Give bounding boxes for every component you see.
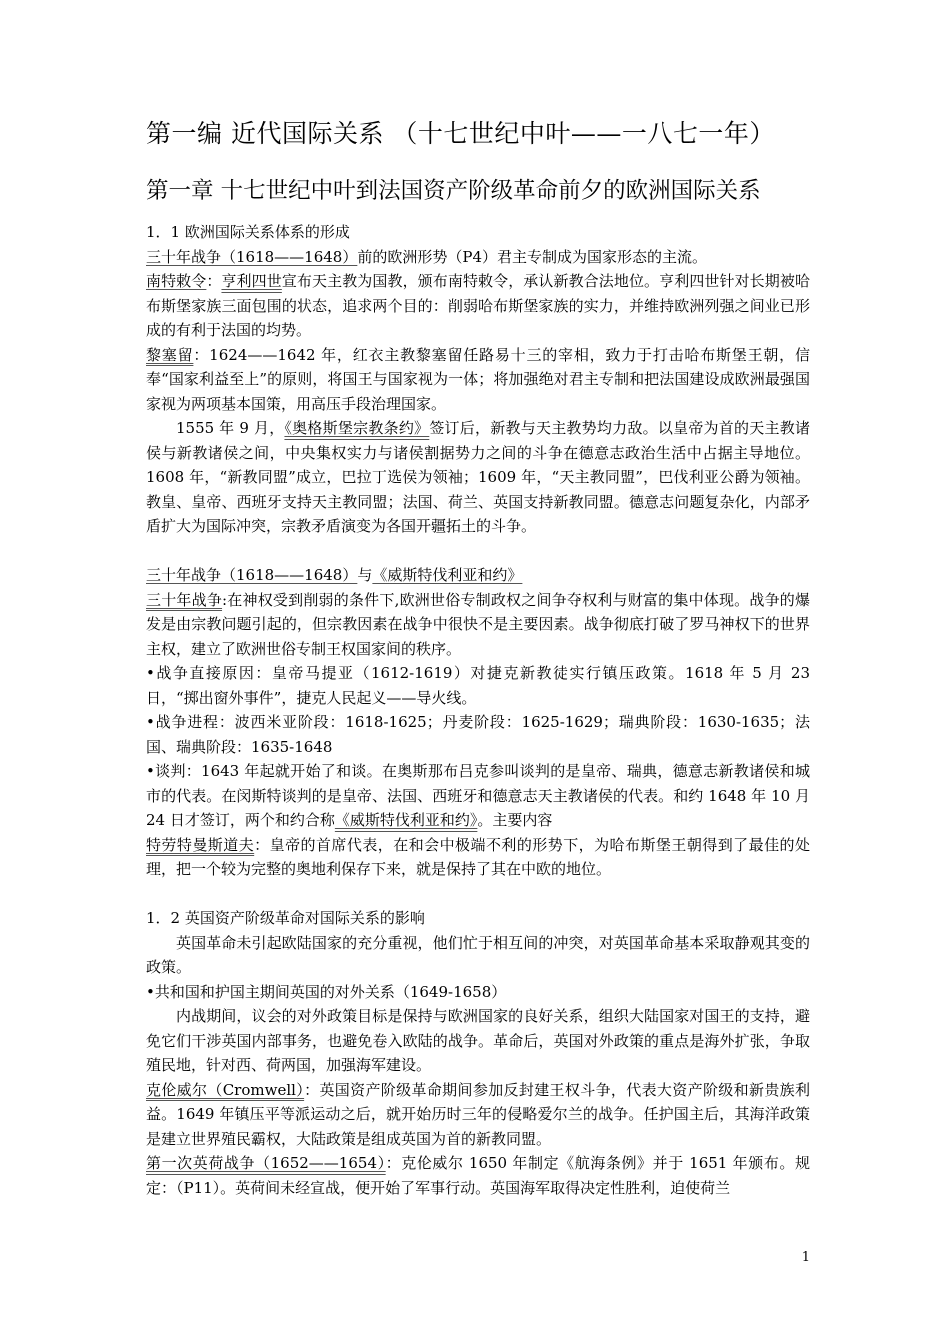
heading-thirty-years-war: 三十年战争（1618——1648）与《威斯特伐利亚和约》 [146, 566, 523, 584]
page-content [146, 114, 810, 1200]
paragraph-thirty-years-war-intro: 三十年战争（1618——1648）前的欧洲形势（P4）君主专制成为国家形态的主流。 [146, 247, 707, 266]
paragraph-richelieu: 黎塞留：1624——1642 年，红衣主教黎塞留任路易十三的宰相，致力于打击哈布斯堡王朝，信奉“国家利益至上”的原则，将国王与国家视为一体；将加强绝对君主专制和把法国建设成欧洲最强国家视为两项基本国策，用高压手段治理国家。 [146, 345, 810, 413]
paragraph-english-revolution: 英国革命未引起欧陆国家的充分重视，他们忙于相互间的冲突，对英国革命基本采取静观其变的政策。 [146, 933, 810, 976]
paragraph-cromwell: 克伦威尔（Cromwell）：英国资产阶级革命期间参加反封建王权斗争，代表大资产阶级和新贵族利益。1649 年镇压平等派运动之后，就开始历时三年的侵略爱尔兰的战争。任护国主后，其海洋政策是建立世界殖民霸权，大陆政策是组成英国为首的新教同盟。 [146, 1080, 810, 1148]
bullet-commonwealth: •共和国和护国主期间英国的对外关系（1649-1658） [146, 982, 507, 1001]
paragraph-trauttmansdorff: 特劳特曼斯道夫：皇帝的首席代表，在和会中极端不利的形势下，为哈布斯堡王朝得到了最佳的处理，把一个较为完整的奥地利保存下来，就是保持了其在中欧的地位。 [146, 835, 810, 878]
blank-line [146, 539, 810, 564]
paragraph-thirty-years-war: 三十年战争:在神权受到削弱的条件下,欧洲世俗专制政权之间争夺权利与财富的集中体现。战争的爆发是由宗教问题引起的，但宗教因素在战争中很快不是主要因素。战争彻底打破了罗马神权下的世界主权，建立了欧洲世俗专制王权国家间的秩序。 [146, 590, 810, 658]
term-richelieu: 黎塞留 [146, 345, 194, 364]
paragraph-civil-war-policy: 内战期间，议会的对外政策目标是保持与欧洲国家的良好关系，组织大陆国家对国王的支持，避免它们干涉英国内部事务，也避免卷入欧陆的战争。革命后，英国对外政策的重点是海外扩张，争取殖民地，针对西、荷两国，加强海军建设。 [146, 1007, 810, 1074]
term-henry-iv: 亨利四世 [221, 272, 282, 290]
term-thirty-years-war: 三十年战争（1618——1648） [146, 247, 358, 266]
term-cromwell: 克伦威尔（Cromwell） [146, 1080, 305, 1099]
section-heading-1-1: 1．1 欧洲国际关系体系的形成 [146, 223, 350, 241]
paragraph-first-anglo-dutch-war: 第一次英荷战争（1652——1654）：克伦威尔 1650 年制定《航海条例》并于 1651 年颁布。规定：（P11）。英荷间未经宣战，便开始了军事行动。英国海军取得决定性胜利，迫使荷兰 [146, 1154, 810, 1197]
term-edict-of-nantes: 南特敕令 [146, 272, 207, 290]
section-heading-1-2: 1．2 英国资产阶级革命对国际关系的影响 [146, 909, 425, 927]
term-trauttmansdorff: 特劳特曼斯道夫 [146, 835, 255, 854]
bullet-negotiation: •谈判：1643 年起就开始了和谈。在奥斯那布吕克参叫谈判的是皇帝、瑞典，德意志新教诸侯和城市的代表。在闵斯特谈判的是皇帝、法国、西班牙和德意志天主教诸侯的代表。和约 1648 年 10 月 24 日才签订，两个和约合称《威斯特伐利亚和约》。主要内容 [146, 762, 810, 829]
blank-line [146, 882, 810, 907]
part-title: 第一编 近代国际关系 （十七世纪中叶——一八七一年） [146, 119, 775, 148]
bullet-war-process: •战争进程：波西米亚阶段：1618-1625；丹麦阶段：1625-1629；瑞典阶段：1630-1635；法国、瑞典阶段：1635-1648 [146, 713, 810, 756]
paragraph-augsburg: 1555 年 9 月，《奥格斯堡宗教条约》签订后，新教与天主教势均力敌。以皇帝为首的天主教诸侯与新教诸侯之间，中央集权实力与诸侯割据势力之间的斗争在德意志政治生活中占据主导地位。1608 年，“新教同盟”成立，巴拉丁选侯为领袖；1609 年，“天主教同盟”，巴伐利亚公爵为领袖。教皇、皇帝、西班牙支持天主教同盟；法国、荷兰、英国支持新教同盟。德意志问题复杂化，内部矛盾扩大为国际冲突，宗教矛盾演变为各国开疆拓土的斗争。 [146, 419, 810, 535]
page-number: 1 [801, 1250, 810, 1265]
paragraph-edict-of-nantes: 南特敕令：亨利四世宣布天主教为国教，颁布南特敕令，承认新教合法地位。亨利四世针对长期被哈布斯堡家族三面包围的状态，追求两个目的：削弱哈布斯堡家族的实力，并维持欧洲列强之间业已形成的有利于法国的均势。 [146, 272, 810, 339]
term-peace-of-augsburg: 《奥格斯堡宗教条约》 [284, 419, 430, 437]
term-peace-of-westphalia: 《威斯特伐利亚和约》 [334, 811, 478, 829]
bullet-direct-cause: •战争直接原因：皇帝马提亚（1612-1619）对捷克新教徒实行镇压政策。1618 年 5 月 23 日，“掷出窗外事件”，捷克人民起义——导火线。 [146, 664, 810, 707]
chapter-title: 第一章 十七世纪中叶到法国资产阶级革命前夕的欧洲国际关系 [146, 178, 761, 204]
term-first-anglo-dutch-war: 第一次英荷战争（1652——1654） [146, 1154, 386, 1172]
term-thirty-years-war-2: 三十年战争 [146, 590, 223, 609]
